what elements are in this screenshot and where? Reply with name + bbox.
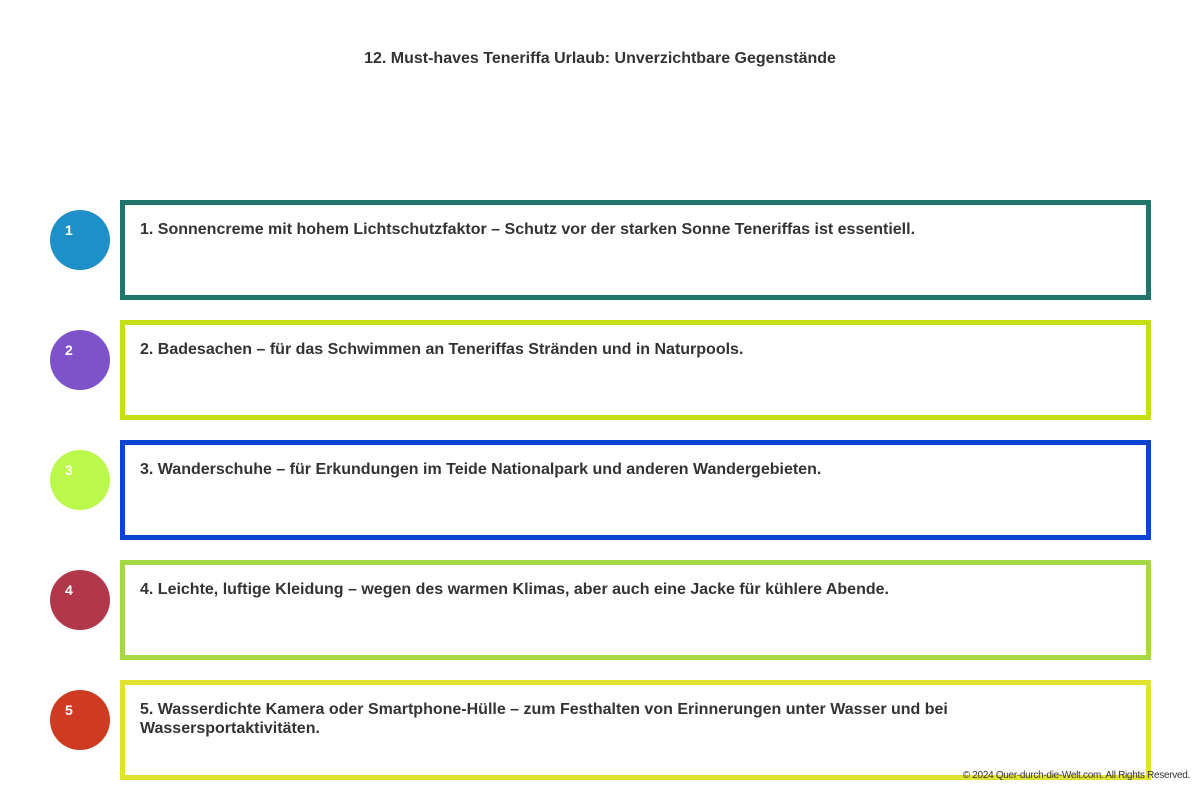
number-badge-label: 1 <box>65 222 73 238</box>
item-box <box>120 680 1151 780</box>
item-text: 1. Sonnencreme mit hohem Lichtschutzfaktor – Schutz vor der starken Sonne Teneriffas ist essentiell. <box>140 221 916 238</box>
item-box <box>120 320 1151 420</box>
list-item <box>0 440 1200 540</box>
number-badge-label: 4 <box>65 582 73 598</box>
list-item <box>0 680 1200 780</box>
number-badge-label: 3 <box>65 462 73 478</box>
number-badge <box>50 690 110 750</box>
copyright-notice: © 2024 Quer-durch-die-Welt.com. All Rights Reserved. <box>962 770 1190 781</box>
number-badge-label: 5 <box>65 702 73 718</box>
list-item <box>0 200 1200 300</box>
number-badge <box>50 570 110 630</box>
list-item <box>0 560 1200 660</box>
list-item <box>0 320 1200 420</box>
item-box <box>120 200 1151 300</box>
number-badge <box>50 210 110 270</box>
number-badge <box>50 450 110 510</box>
item-text: 4. Leichte, luftige Kleidung – wegen des warmen Klimas, aber auch eine Jacke für kühlere Abende. <box>140 581 889 598</box>
item-text: 2. Badesachen – für das Schwimmen an Teneriffas Stränden und in Naturpools. <box>140 341 744 358</box>
number-badge-label: 2 <box>65 342 73 358</box>
item-box <box>120 440 1151 540</box>
item-text: 3. Wanderschuhe – für Erkundungen im Teide Nationalpark und anderen Wandergebieten. <box>140 461 822 478</box>
page-title: 12. Must-haves Teneriffa Urlaub: Unverzichtbare Gegenstände <box>364 50 836 67</box>
item-text: 5. Wasserdichte Kamera oder Smartphone-Hülle – zum Festhalten von Erinnerungen unter Wasser und bei Wassersportaktivitäten. <box>140 701 948 737</box>
number-badge <box>50 330 110 390</box>
item-box <box>120 560 1151 660</box>
